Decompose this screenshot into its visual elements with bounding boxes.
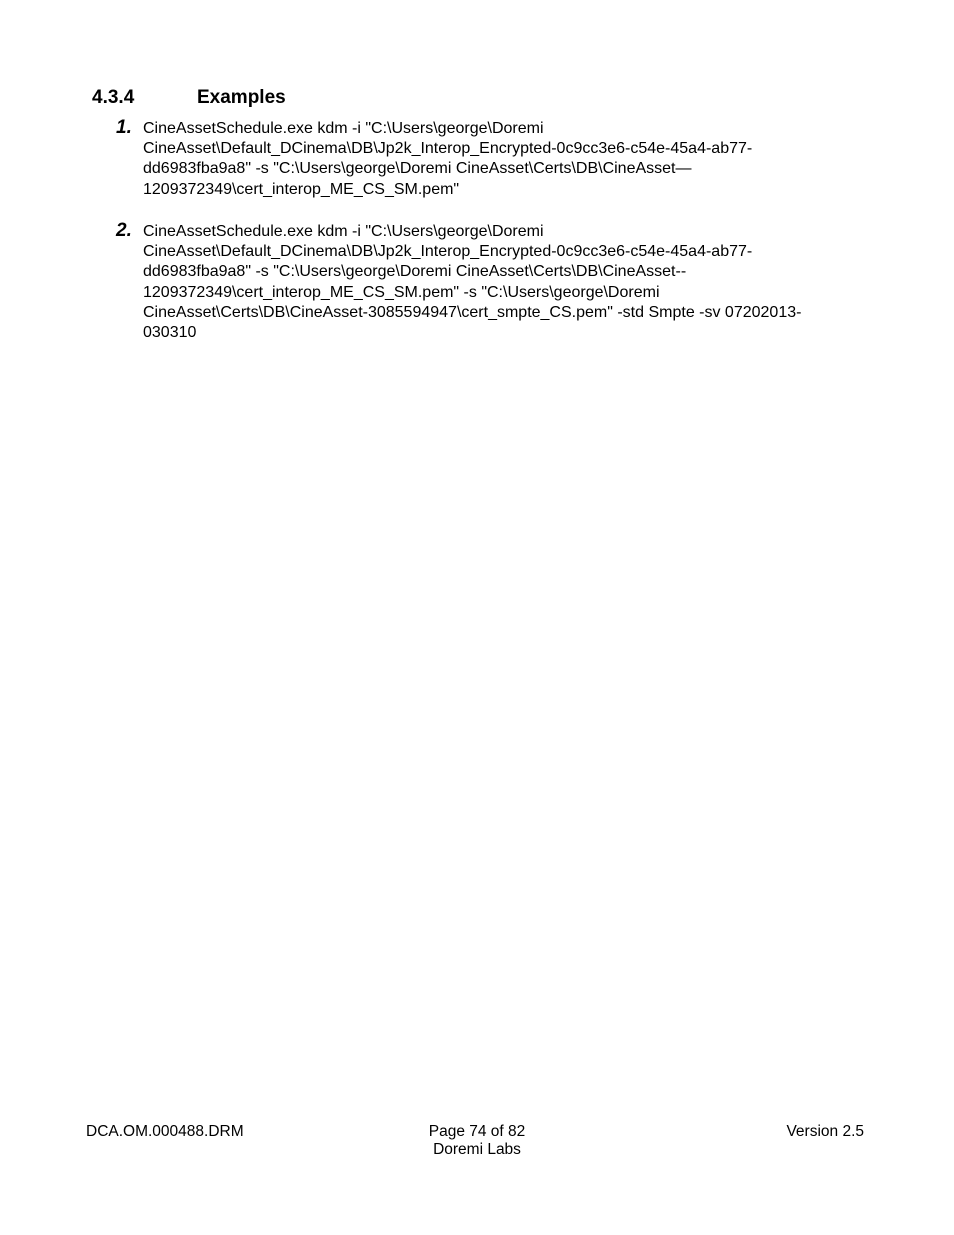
- example-command-text: CineAssetSchedule.exe kdm -i "C:\Users\george\Doremi CineAsset\Default_DCinema\DB\Jp2k_Interop_Encrypted-0c9cc3e6-c54e-45a4-ab77- dd6983fba9a8" -s "C:\Users\george\Doremi CineAsset\Certs\DB\CineAsset-- 1209372349\cert_interop_ME_CS_SM.pem" -s "C:\Users\george\Doremi CineAsset\Certs\DB\CineAsset-3085594947\cert_smpte_CS.pem" -std Smpte -sv 07202013- 030310: [143, 223, 802, 342]
- example-item: [116, 222, 856, 343]
- footer-page-number: Page 74 of 82: [428, 1123, 526, 1140]
- list-marker: 2.: [116, 220, 132, 241]
- section-heading: [92, 86, 286, 110]
- section-number: 4.3.4: [92, 87, 135, 108]
- footer-version: Version 2.5: [786, 1123, 864, 1140]
- example-command-text: CineAssetSchedule.exe kdm -i "C:\Users\george\Doremi CineAsset\Default_DCinema\DB\Jp2k_Interop_Encrypted-0c9cc3e6-c54e-45a4-ab77- dd6983fba9a8" -s "C:\Users\george\Doremi CineAsset\Certs\DB\CineAsset— 1209372349\cert_interop_ME_CS_SM.pem": [143, 120, 753, 198]
- list-marker: 1.: [116, 117, 132, 138]
- footer-doc-id: DCA.OM.000488.DRM: [86, 1123, 244, 1140]
- footer-company: Doremi Labs: [433, 1141, 521, 1158]
- section-title: Examples: [197, 87, 286, 108]
- example-item: [116, 119, 856, 200]
